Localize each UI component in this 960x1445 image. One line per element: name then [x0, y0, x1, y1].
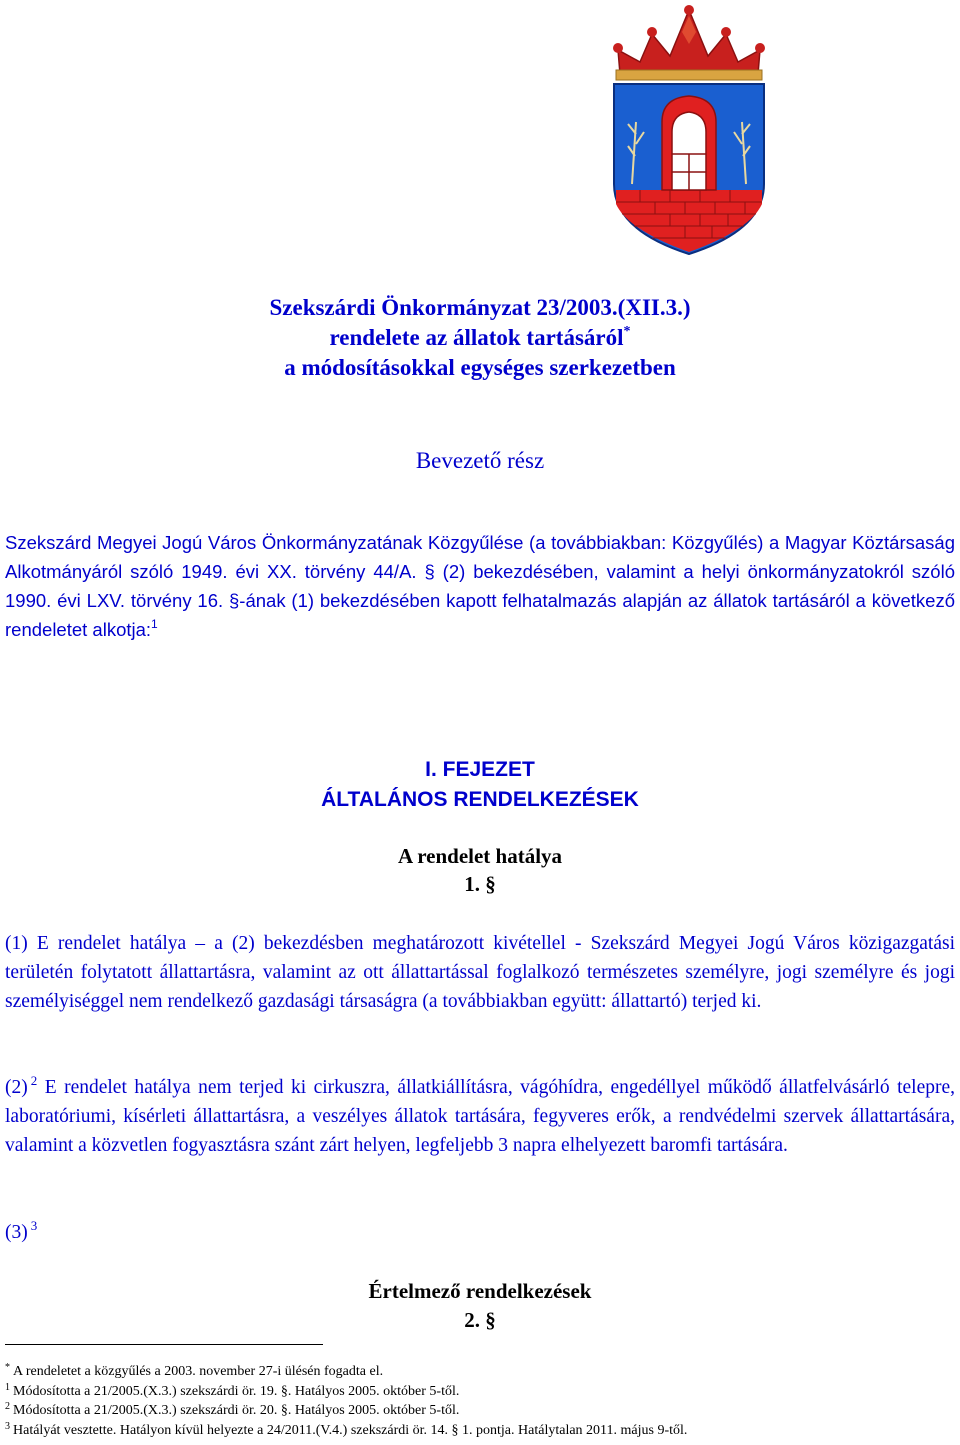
footnotes — [5, 1362, 955, 1440]
section-1-number: 1. § — [464, 872, 496, 896]
title-line-3: a módosításokkal egységes szerkezetben — [284, 355, 676, 380]
footnote-ref-star[interactable]: * — [623, 324, 631, 339]
section-1-paragraph-2: (2) $^2$ E rendelet hatálya nem terjed ki cirkuszra, állatkiállításra, vágóhídra, engedéllyel működő állatfelvásárló telepre, laboratóriumi, kísérleti állattartásra, a veszélyes állatok tartására, fegyveres erők, a rendvédelmi szervek állattartására, valamint a közvetlen fogyasztásra szánt zárt helyen, legfeljebb 3 napra elhelyezett baromfi tartására. — [5, 1073, 955, 1156]
footnote-item: $^3$ Hatályát vesztette. Hatályon kívül helyezte a 24/2011.(V.4.) szekszárdi ör. 14. § 1. pontja. Hatálytalan 2011. május 9-től. — [5, 1420, 688, 1438]
title-line-2: rendelete az állatok tartásáról* — [329, 324, 631, 350]
preamble-heading: Bevezető rész — [415, 448, 545, 473]
crown-icon — [613, 5, 765, 80]
footnote-ref-2[interactable]: 2 — [30, 1073, 38, 1088]
footnote-item: $^1$ Módosította a 21/2005.(X.3.) szekszárdi ör. 19. §. Hatályos 2005. október 5-től. — [5, 1381, 460, 1399]
title-line-1: Szekszárdi Önkormányzat 23/2003.(XII.3.) — [269, 295, 691, 320]
document-title — [0, 293, 960, 383]
footnote-ref-1[interactable]: 1 — [151, 617, 158, 631]
chapter-number: I. FEJEZET — [425, 758, 535, 781]
section-1-paragraph-3: (3) $^3$ — [5, 1218, 38, 1243]
szekszard-coat-of-arms-icon — [600, 4, 778, 256]
section-2-heading: Értelmező rendelkezések — [368, 1279, 592, 1303]
footnote-item: * A rendeletet a közgyűlés a 2003. november 27-i ülésén fogadta el. — [5, 1362, 384, 1379]
section-2-number: 2. § — [464, 1308, 496, 1332]
footnote-item: $^2$ Módosította a 21/2005.(X.3.) szekszárdi ör. 20. §. Hatályos 2005. október 5-től. — [5, 1401, 460, 1418]
footnote-separator — [5, 1344, 323, 1345]
section-1-paragraph-1: (1) E rendelet hatálya – a (2) bekezdésben meghatározott kivétellel - Szekszárd Megyei Jogú Város közigazgatási területén folytatott állattartásra, valamint az ott állattartással foglalkozó természetes személyre, jogi személyre és jogi személyiséggel nem rendelkező gazdasági társaságra (a továbbiakban együtt: állattartó) terjed ki. — [5, 933, 955, 1012]
footnote-ref-3[interactable]: 3 — [30, 1218, 38, 1233]
chapter-title: ÁLTALÁNOS RENDELKEZÉSEK — [321, 788, 639, 811]
shield-icon — [614, 84, 764, 254]
preamble-text: Szekszárd Megyei Jogú Város Önkormányzatának Közgyűlése (a továbbiakban: Közgyűlés) a Magyar Köztársaság Alkotmányáról szóló 1949. évi XX. törvény 44/A. § (2) bekezdésében, valamint a helyi önkormányzatokról szóló 1990. évi LXV. törvény 16. §-ának (1) bekezdésében kapott felhatalmazás alapján az állatok tartásáról a következő rendeletet alkotja:$^1$ — [5, 532, 955, 640]
section-1-heading: A rendelet hatálya — [397, 844, 563, 868]
